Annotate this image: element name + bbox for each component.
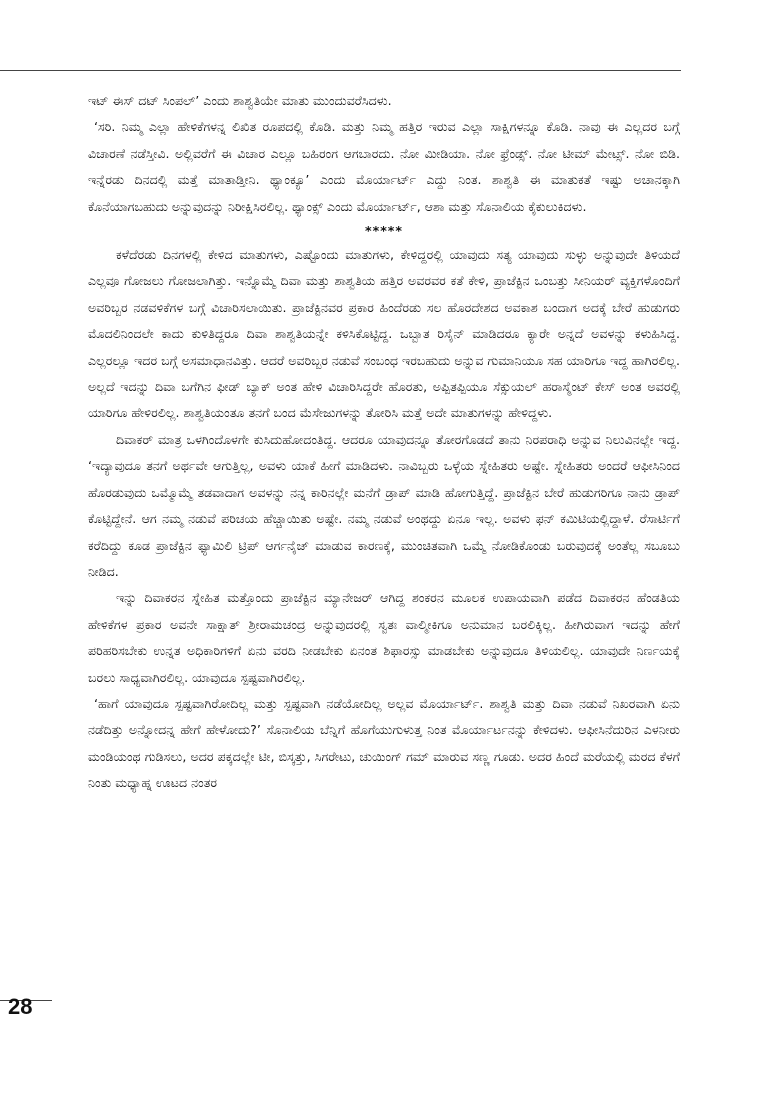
paragraph-1: ಇಟ್ ಈಸ್ ದಟ್ ಸಿಂಪಲ್’ ಎಂದು ಶಾಶ್ವತಿಯೇ ಮಾತು ಮುಂದುವರೆಸಿದಳು. [88, 93, 392, 108]
section-separator: ***** [365, 223, 403, 239]
paragraph-3: ಕಳೆದೆರಡು ದಿನಗಳಲ್ಲಿ ಕೇಳಿದ ಮಾತುಗಳು, ಎಷ್ಟೊಂದು ಮಾತುಗಳು, ಕೇಳಿದ್ದರಲ್ಲಿ ಯಾವುದು ಸತ್ಯ ಯಾವುದು ಸುಳ್ಳು ಅನ್ನುವುದೇ ತಿಳಿಯದೆ ಎಲ್ಲವೂ ಗೋಜಲು ಗೋಜಲಾಗಿತ್ತು. ಇನ್ನೊಮ್ಮೆ ದಿವಾ ಮತ್ತು ಶಾಶ್ವತಿಯ ಹತ್ತಿರ ಅವರವರ ಕತೆ ಕೇಳಿ, ಪ್ರಾಜೆಕ್ಟಿನ ಒಂಬತ್ತು ಸೀನಿಯರ್ ವ್ಯಕ್ತಿಗಳೊಂದಿಗೆ ಅವರಿಬ್ಬರ ನಡವಳಿಕೆಗಳ ಬಗ್ಗೆ ವಿಚಾರಿಸಲಾಯಿತು. ಪ್ರಾಜೆಕ್ಟಿನವರ ಪ್ರಕಾರ ಹಿಂದೆರಡು ಸಲ ಹೊರದೇಶದ ಅವಕಾಶ ಬಂದಾಗ ಅದಕ್ಕೆ ಬೇರೆ ಹುಡುಗರು ಮೊದಲಿನಿಂದಲೇ ಕಾದು ಕುಳಿತಿದ್ದರೂ ದಿವಾ ಶಾಶ್ವತಿಯನ್ನೇ ಕಳಿಸಿಕೊಟ್ಟಿದ್ದ. ಒಬ್ಬಾತ ರಿಸೈನ್ ಮಾಡಿದರೂ ಕ್ಯಾರೇ ಅನ್ನದೆ ಅವಳನ್ನು ಕಳುಹಿಸಿದ್ದ. ಎಲ್ಲರಲ್ಲೂ ಇದರ ಬಗ್ಗೆ ಅಸಮಾಧಾನವಿತ್ತು. ಆದರೆ ಅವರಿಬ್ಬರ ನಡುವೆ ಸಂಬಂಧ ಇರಬಹುದು ಅನ್ನುವ ಗುಮಾನಿಯೂ ಸಹ ಯಾರಿಗೂ ಇದ್ದ ಹಾಗಿರಲಿಲ್ಲ. ಅಲ್ಲದೆ ಇದನ್ನು ದಿವಾ ಬಗೆಗಿನ ಫೀಡ್ ಬ್ಯಾಕ್ ಅಂತ ಹೇಳಿ ವಿಚಾರಿಸಿದ್ದರೇ ಹೊರತು, ಅಪ್ಪಿತಪ್ಪಿಯೂ ಸೆಕ್ಸುಯಲ್ ಹರಾಸ್ಮೆಂಟ್ ಕೇಸ್ ಅಂತ ಅವರಲ್ಲಿ ಯಾರಿಗೂ ಹೇಳಿರಲಿಲ್ಲ. ಶಾಶ್ವತಿಯಂತೂ ತನಗೆ ಬಂದ ಮೆಸೇಜುಗಳನ್ನು ತೋರಿಸಿ ಮತ್ತೆ ಅದೇ ಮಾತುಗಳನ್ನು ಹೇಳಿದ್ದಳು. [88, 247, 680, 421]
page-number: 28 [8, 994, 33, 1019]
paragraph-2: ‘ಸರಿ. ನಿಮ್ಮ ಎಲ್ಲಾ ಹೇಳಿಕೆಗಳನ್ನ ಲಿಖಿತ ರೂಪದಲ್ಲಿ ಕೊಡಿ. ಮತ್ತು ನಿಮ್ಮ ಹತ್ತಿರ ಇರುವ ಎಲ್ಲಾ ಸಾಕ್ಷಿಗಳನ್ನೂ ಕೊಡಿ. ನಾವು ಈ ಎಲ್ಲದರ ಬಗ್ಗೆ ವಿಚಾರಣೆ ನಡೆಸ್ತೀವಿ. ಅಲ್ಲಿವರೆಗೆ ಈ ವಿಚಾರ ಎಲ್ಲೂ ಬಹಿರಂಗ ಆಗಬಾರದು. ನೋ ಮೀಡಿಯಾ. ನೋ ಫ್ರೆಂಡ್ಸ್. ನೋ ಟೀಮ್ ಮೇಟ್ಸ್. ನೋ ಬಿಡಿ. ಇನ್ನೆರಡು ದಿನದಲ್ಲಿ ಮತ್ತೆ ಮಾತಾಡ್ತೀನಿ. ಥ್ಯಾಂಕ್ಯೂ’ ಎಂದು ಮೊರ್ಯಾರ್ಟ್ ಎದ್ದು ನಿಂತ. ಶಾಶ್ವತಿ ಈ ಮಾತುಕತೆ ಇಷ್ಟು ಅಚಾನಕ್ಕಾಗಿ ಕೊನೆಯಾಗಬಹುದು ಅನ್ನುವುದನ್ನು ನಿರೀಕ್ಷಿಸಿರಲಿಲ್ಲ. ಥ್ಯಾಂಕ್ಸ್ ಎಂದು ಮೊರ್ಯಾರ್ಟ್, ಆಶಾ ಮತ್ತು ಸೊನಾಲಿಯ ಕೈಕುಲುಕಿದಳು. [88, 119, 680, 214]
paragraph-6: ‘ಹಾಗೆ ಯಾವುದೂ ಸ್ಪಷ್ಟವಾಗಿರೋದಿಲ್ಲ ಮತ್ತು ಸ್ಪಷ್ಟವಾಗಿ ನಡೆಯೋದಿಲ್ಲ ಅಲ್ಲವ ಮೊರ್ಯಾರ್ಟ್. ಶಾಶ್ವತಿ ಮತ್ತು ದಿವಾ ನಡುವೆ ನಿಖರವಾಗಿ ಏನು ನಡೆದಿತ್ತು ಅನ್ನೋದನ್ನ ಹೇಗೆ ಹೇಳೋದು?’ ಸೊನಾಲಿಯ ಬೆನ್ನಿಗೆ ಹೊಗೆಯುಗುಳುತ್ತ ನಿಂತ ಮೊರ್ಯಾರ್ಟನನ್ನು ಕೇಳಿದಳು. ಆಫೀಸಿನೆದುರಿನ ಎಳನೀರು ಮಂಡಿಯಂಥ ಗುಡಿಸಲು, ಅದರ ಪಕ್ಕದಲ್ಲೇ ಟೀ, ಬಿಸ್ಕತ್ತು, ಸಿಗರೇಟು, ಚುಯಿಂಗ್ ಗಮ್ ಮಾರುವ ಸಣ್ಣ ಗೂಡು. ಅದರ ಹಿಂದೆ ಮರೆಯಲ್ಲಿ ಮರದ ಕೆಳಗೆ ನಿಂತು ಮಧ್ಯಾಹ್ನ ಊಟದ ನಂತರ [88, 695, 680, 791]
body-text [88, 88, 680, 797]
top-rule [0, 70, 681, 71]
paragraph-4: ದಿವಾಕರ್ ಮಾತ್ರ ಒಳಗಿಂದೊಳಗೇ ಕುಸಿದುಹೋದಂತಿದ್ದ. ಆದರೂ ಯಾವುದನ್ನೂ ತೋರಗೊಡದೆ ತಾನು ನಿರಪರಾಧಿ ಅನ್ನುವ ನಿಲುವಿನಲ್ಲೇ ಇದ್ದ. ‘ಇದ್ಯಾವುದೂ ತನಗೆ ಅರ್ಥವೇ ಆಗುತ್ತಿಲ್ಲ, ಅವಳು ಯಾಕೆ ಹೀಗೆ ಮಾಡಿದಳು. ನಾವಿಬ್ಬರು ಒಳ್ಳೆಯ ಸ್ನೇಹಿತರು ಅಷ್ಟೇ. ಸ್ನೇಹಿತರು ಅಂದರೆ ಆಫೀಸಿನಿಂದ ಹೊರಡುವುದು ಒಮ್ಮೊಮ್ಮೆ ತಡವಾದಾಗ ಅವಳನ್ನು ನನ್ನ ಕಾರಿನಲ್ಲೇ ಮನೆಗೆ ಡ್ರಾಪ್ ಮಾಡಿ ಹೋಗುತ್ತಿದ್ದೆ. ಪ್ರಾಜೆಕ್ಟಿನ ಬೇರೆ ಹುಡುಗರಿಗೂ ನಾನು ಡ್ರಾಪ್ ಕೊಟ್ಟಿದ್ದೇನೆ. ಆಗ ನಮ್ಮ ನಡುವೆ ಪರಿಚಯ ಹೆಚ್ಚಾಯಿತು ಅಷ್ಟೇ. ನಮ್ಮ ನಡುವೆ ಅಂಥದ್ದು ಏನೂ ಇಲ್ಲ. ಅವಳು ಫನ್ ಕಮಿಟಿಯಲ್ಲಿದ್ದಾಳೆ. ರೆಸಾರ್ಟಿಗೆ ಕರೆದಿದ್ದು ಕೂಡ ಪ್ರಾಜೆಕ್ಟಿನ ಫ್ಯಾಮಿಲಿ ಟ್ರಿಪ್ ಆರ್ಗನೈಜ್ ಮಾಡುವ ಕಾರಣಕ್ಕೆ, ಮುಂಚಿತವಾಗಿ ಒಮ್ಮೆ ನೋಡಿಕೊಂಡು ಬರುವುದಕ್ಕೆ ಅಂತೆಲ್ಲ ಸಬೂಬು ನೀಡಿದ. [88, 431, 680, 579]
paragraph-5: ಇನ್ನು ದಿವಾಕರನ ಸ್ನೇಹಿತ ಮತ್ತೊಂದು ಪ್ರಾಜೆಕ್ಟಿನ ಮ್ಯಾನೇಜರ್ ಆಗಿದ್ದ ಶಂಕರನ ಮೂಲಕ ಉಪಾಯವಾಗಿ ಪಡೆದ ದಿವಾಕರನ ಹೆಂಡತಿಯ ಹೇಳಿಕೆಗಳ ಪ್ರಕಾರ ಅವನೇ ಸಾಕ್ಷಾತ್ ಶ್ರೀರಾಮಚಂದ್ರ ಅನ್ನುವುದರಲ್ಲಿ ಸ್ವತಃ ವಾಲ್ಮೀಕಿಗೂ ಅನುಮಾನ ಬರಲಿಕ್ಕಿಲ್ಲ. ಹೀಗಿರುವಾಗ ಇದನ್ನು ಹೇಗೆ ಪರಿಹರಿಸಬೇಕು ಉನ್ನತ ಅಧಿಕಾರಿಗಳಿಗೆ ಏನು ವರದಿ ನೀಡಬೇಕು ಏನಂತ ಶಿಫಾರಸ್ಸು ಮಾಡಬೇಕು ಅನ್ನುವುದೂ ತಿಳಿಯಲಿಲ್ಲ. ಯಾವುದೇ ನಿರ್ಣಯಕ್ಕೆ ಬರಲು ಸಾಧ್ಯವಾಗಿರಲಿಲ್ಲ. ಯಾವುದೂ ಸ್ಪಷ್ಟವಾಗಿರಲಿಲ್ಲ. [88, 590, 680, 685]
